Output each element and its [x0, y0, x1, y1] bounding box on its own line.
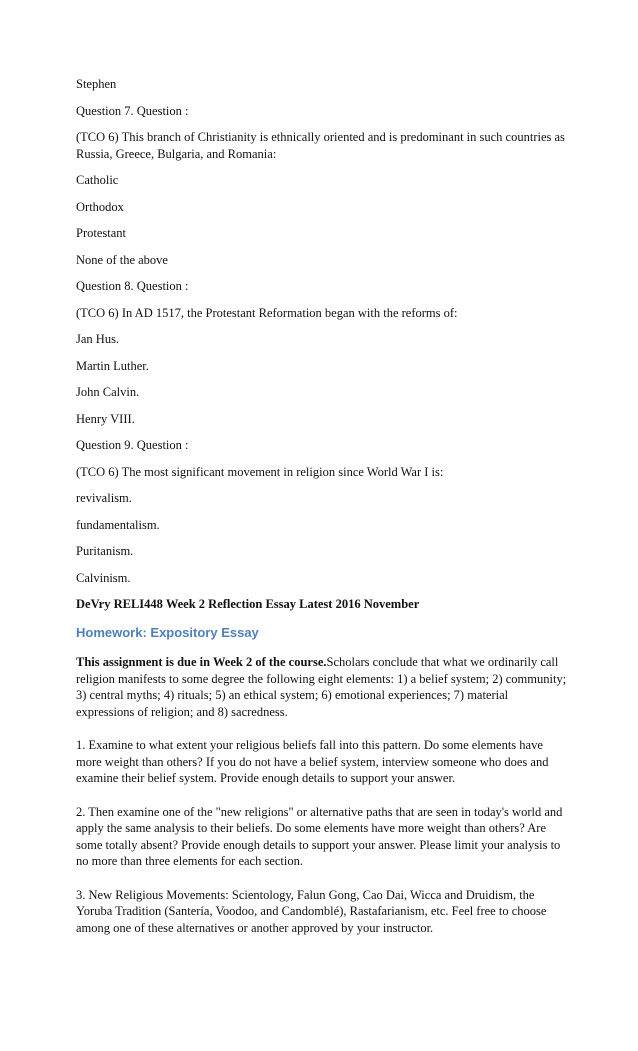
- essay-item-2: 2. Then examine one of the "new religions" or alternative paths that are seen in today's world and apply the same analysis to their beliefs. Do some elements have more weight than others? Are some totally absent? Provide enough details to support your answer. Please limit your analysis to no more than three elements for each section.: [76, 804, 563, 868]
- essay-item-3: 3. New Religious Movements: Scientology, Falun Gong, Cao Dai, Wicca and Druidism, the Yoruba Tradition (Santería, Voodoo, and Candomblé), Rastafarianism, etc. Feel free to choose among one of these alternatives or another approved by your instructor.: [76, 887, 547, 935]
- answer-option: Martin Luther.: [76, 358, 149, 373]
- answer-option: revivalism.: [76, 491, 132, 505]
- essay-intro: [76, 654, 568, 720]
- question-8-prompt: (TCO 6) In AD 1517, the Protestant Reformation began with the reforms of:: [76, 305, 458, 320]
- author-name: Stephen: [76, 77, 117, 91]
- answer-option: Puritanism.: [76, 544, 134, 558]
- answer-option: Catholic: [76, 173, 119, 187]
- question-9-header: Question 9. Question :: [76, 438, 189, 452]
- answer-option: Calvinism.: [76, 570, 131, 585]
- answer-option: None of the above: [76, 252, 168, 267]
- question-8-header: Question 8. Question :: [76, 279, 189, 293]
- answer-option: Jan Hus.: [76, 332, 120, 346]
- question-7-prompt: (TCO 6) This branch of Christianity is ethnically oriented and is predominant in such countries as Russia, Greece, Bulgaria, and Romania:: [76, 130, 565, 161]
- document-content: [76, 76, 568, 953]
- homework-heading: Homework: Expository Essay: [76, 624, 259, 640]
- answer-option: fundamentalism.: [76, 517, 160, 532]
- question-9-prompt: (TCO 6) The most significant movement in religion since World War I is:: [76, 464, 444, 479]
- essay-intro-text: Scholars conclude that what we ordinarily call religion manifests to some degree the following eight elements: 1) a belief system; 2) community; 3) central myths; 4) rituals; 5) an ethical system; 6) emotional experiences; 7) material expressions of religion; and 8) sacredness.: [76, 655, 567, 719]
- answer-option: Protestant: [76, 226, 126, 240]
- essay-due-notice: This assignment is due in Week 2 of the course.: [76, 655, 327, 669]
- answer-option: Henry VIII.: [76, 411, 135, 426]
- essay-item-1: 1. Examine to what extent your religious beliefs fall into this pattern. Do some elements have more weight than others? If you do not have a belief system, interview someone who does and examine their belief system. Provide enough details to support your answer.: [76, 738, 549, 785]
- answer-option: John Calvin.: [76, 385, 140, 399]
- course-title: DeVry RELI448 Week 2 Reflection Essay Latest 2016 November: [76, 597, 420, 611]
- answer-option: Orthodox: [76, 199, 124, 214]
- question-7-header: Question 7. Question :: [76, 103, 189, 118]
